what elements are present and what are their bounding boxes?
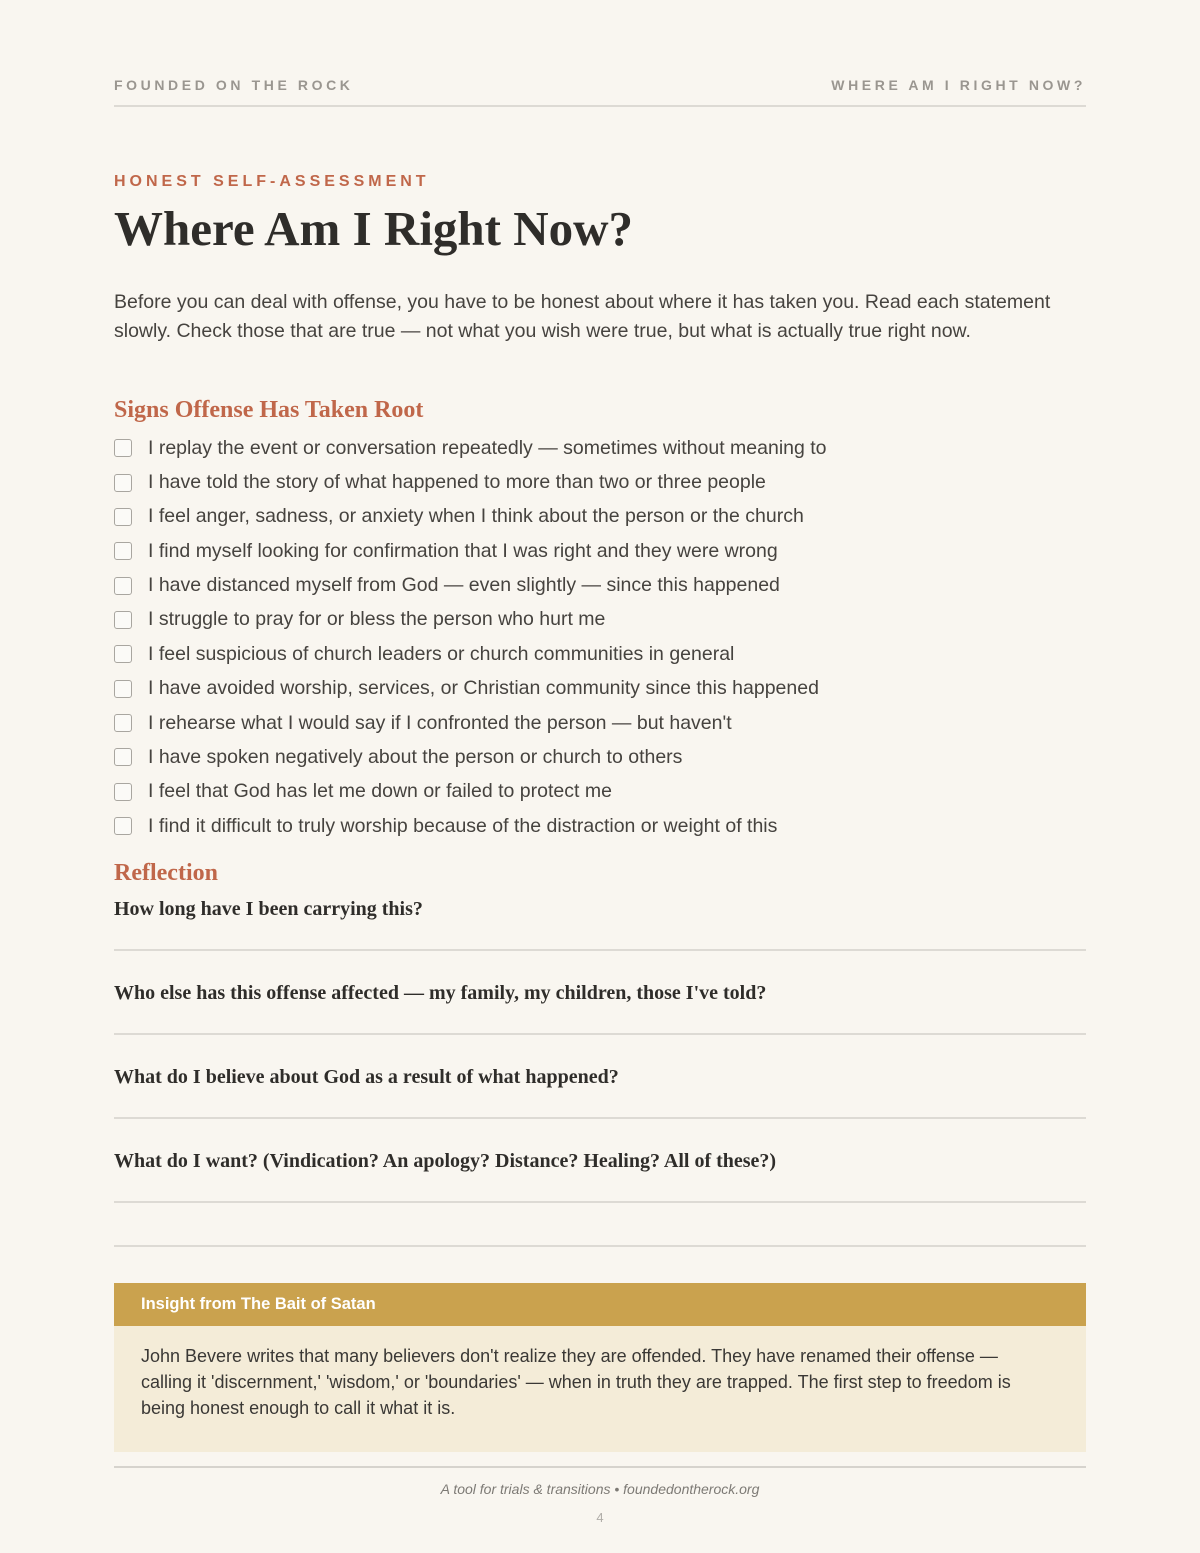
footer-divider [114, 1466, 1086, 1468]
checklist-item[interactable] [114, 431, 827, 465]
answer-line[interactable] [114, 1033, 1086, 1035]
checkbox[interactable] [114, 645, 132, 663]
worksheet-page [114, 0, 1086, 1553]
checkbox[interactable] [114, 542, 132, 560]
checkbox[interactable] [114, 748, 132, 766]
checklist-item[interactable] [114, 637, 827, 671]
answer-line[interactable] [114, 1117, 1086, 1119]
header-left-title: FOUNDED ON THE ROCK [114, 77, 354, 93]
checklist-item-label: I rehearse what I would say if I confronted the person — but haven't [148, 711, 732, 734]
reflection-question: What do I believe about God as a result of what happened? [114, 1066, 619, 1088]
section-eyebrow: HONEST SELF-ASSESSMENT [114, 173, 430, 190]
insight-body: John Bevere writes that many believers don't realize they are offended. They have renamed their offense — calling it 'discernment,' 'wisdom,' or 'boundaries' — when in truth they are trapped. The first step to freedom is being honest enough to call it what it is. [141, 1346, 1011, 1418]
insight-title: Insight from The Bait of Satan [114, 1283, 1086, 1326]
answer-line[interactable] [114, 1245, 1086, 1247]
checklist-item[interactable] [114, 740, 827, 774]
page-number: 4 [596, 1510, 604, 1525]
checklist-item-label: I replay the event or conversation repeatedly — sometimes without meaning to [148, 436, 827, 459]
checklist-item-label: I find myself looking for confirmation that I was right and they were wrong [148, 539, 778, 562]
checklist-item-label: I find it difficult to truly worship because of the distraction or weight of this [148, 814, 778, 837]
checkbox[interactable] [114, 439, 132, 457]
reflection-heading: Reflection [114, 860, 218, 886]
checkbox[interactable] [114, 783, 132, 801]
checklist-item[interactable] [114, 672, 827, 706]
checkbox[interactable] [114, 714, 132, 732]
checklist-item-label: I have distanced myself from God — even slightly — since this happened [148, 574, 780, 597]
checkbox[interactable] [114, 611, 132, 629]
checklist-item-label: I have told the story of what happened to more than two or three people [148, 471, 766, 494]
checklist-item-label: I struggle to pray for or bless the person who hurt me [148, 608, 606, 631]
insight-callout [114, 1283, 1086, 1452]
footer-text: A tool for trials & transitions • foundedontherock.org [440, 1481, 760, 1497]
checklist-item-label: I have spoken negatively about the person or church to others [148, 745, 683, 768]
reflection-question: What do I want? (Vindication? An apology? Distance? Healing? All of these?) [114, 1150, 777, 1172]
checklist-item[interactable] [114, 465, 827, 499]
checkbox[interactable] [114, 817, 132, 835]
checkbox[interactable] [114, 508, 132, 526]
checklist-item-label: I feel suspicious of church leaders or church communities in general [148, 642, 735, 665]
checkbox[interactable] [114, 474, 132, 492]
checklist-item-label: I feel anger, sadness, or anxiety when I think about the person or the church [148, 505, 804, 528]
checklist-item[interactable] [114, 568, 827, 602]
answer-line[interactable] [114, 1201, 1086, 1203]
answer-line[interactable] [114, 949, 1086, 951]
checklist-item[interactable] [114, 534, 827, 568]
signs-checklist [114, 431, 827, 843]
checklist-item-label: I have avoided worship, services, or Christian community since this happened [148, 677, 819, 700]
checklist-item[interactable] [114, 603, 827, 637]
checkbox[interactable] [114, 577, 132, 595]
reflection-question: Who else has this offense affected — my family, my children, those I've told? [114, 982, 767, 1004]
header-divider [114, 105, 1086, 107]
running-header [114, 77, 1086, 93]
header-right-title: WHERE AM I RIGHT NOW? [831, 77, 1086, 93]
checklist-item[interactable] [114, 500, 827, 534]
checklist-item[interactable] [114, 809, 827, 843]
signs-heading: Signs Offense Has Taken Root [114, 397, 424, 423]
page-title: Where Am I Right Now? [114, 201, 634, 256]
checklist-item-label: I feel that God has let me down or failed to protect me [148, 780, 612, 803]
reflection-question: How long have I been carrying this? [114, 898, 423, 920]
checklist-item[interactable] [114, 706, 827, 740]
checklist-item[interactable] [114, 775, 827, 809]
intro-paragraph: Before you can deal with offense, you have to be honest about where it has taken you. Read each statement slowly. Check those that are true — not what you wish were true, but what is actually true right now. [114, 291, 1051, 342]
checkbox[interactable] [114, 680, 132, 698]
